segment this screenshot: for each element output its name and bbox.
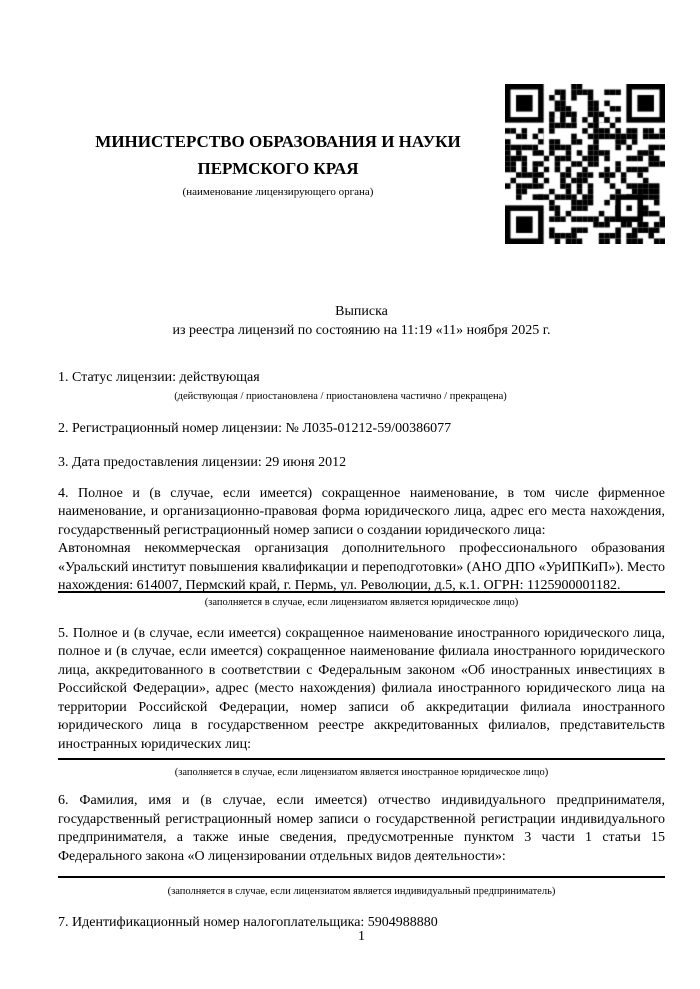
extract-subtitle: из реестра лицензий по состоянию на 11:19 «11» ноября 2025 г. [172,322,551,338]
entrepreneur-section: 6. Фамилия, имя и (в случае, если имеется) отчество индивидуального предпринимателя, государственный регистрационный номер записи о государственной регистрации индивидуального предпринимателя, а также иные сведения, предусмотренные пунктом 3 части 1 статьи 15 Федерального закона «О лицензировании отдельных видов деятельности»: [58,793,665,864]
fill-in-line [58,876,665,878]
foreign-entity-note: (заполняется в случае, если лицензиатом является иностранное юридическое лицо) [174,767,549,778]
extract-heading [58,303,665,340]
extract-title: Выписка [335,304,388,319]
fill-in-line [58,758,665,760]
ministry-name-line2: ПЕРМСКОГО КРАЯ [197,159,359,178]
legal-entity-note: (заполняется в случае, если лицензиатом является юридическое лицо) [204,596,519,608]
foreign-entity-section: 5. Полное и (в случае, если имеется) сокращенное наименование иностранного юридического лица, полное и (в случае, если имеется) сокращенное наименование филиала иностранного юридического лица, аккредитованного в соответствии с Федеральным законом «Об иностранных инвестициях в Российской Федерации», адрес (место нахождения) филиала иностранного юридического лица на территории Российской Федерации, номер записи об аккредитации филиала иностранного юридического лица в государственном реестре аккредитованных филиалов, представительств иностранных юридических лиц: [58,625,665,752]
document-body [58,0,665,933]
authority-name-caption: (наименование лицензирующего органа) [182,186,374,198]
license-status-line: 1. Статус лицензии: действующая [58,370,260,385]
entrepreneur-note: (заполняется в случае, если лицензиатом является индивидуальный предприниматель) [167,886,556,897]
grant-date-line: 3. Дата предоставления лицензии: 29 июня 2012 [58,455,347,470]
legal-entity-section [58,485,665,596]
page-number: 1 [358,929,365,944]
registration-number-line: 2. Регистрационный номер лицензии: № Л035-01212-59/00386077 [58,420,452,436]
legal-entity-intro: 4. Полное и (в случае, если имеется) сокращенное наименование, в том числе фирменное наименование, и организационно-правовая форма юридического лица, адрес его места нахождения, государственный регистрационный номер записи о создании юридического лица: [58,485,665,538]
legal-entity-value: Автономная некоммерческая организация дополнительного профессионального образования «Уральский институт повышения квалификации и переподготовки» (АНО ДПО «УрИПКиП»). Место нахождения: 614007, Пермский край, г. Пермь, ул. Революции, д.5, к.1. ОГРН: 1125900001182. [58,541,665,593]
status-options-note: (действующая / приостановлена / приостановлена частично / прекращена) [174,390,507,402]
taxpayer-number-line: 7. Идентификационный номер налогоплательщика: 5904988880 [58,915,438,930]
ministry-name-line1: МИНИСТЕРСТВО ОБРАЗОВАНИЯ И НАУКИ [95,132,461,151]
